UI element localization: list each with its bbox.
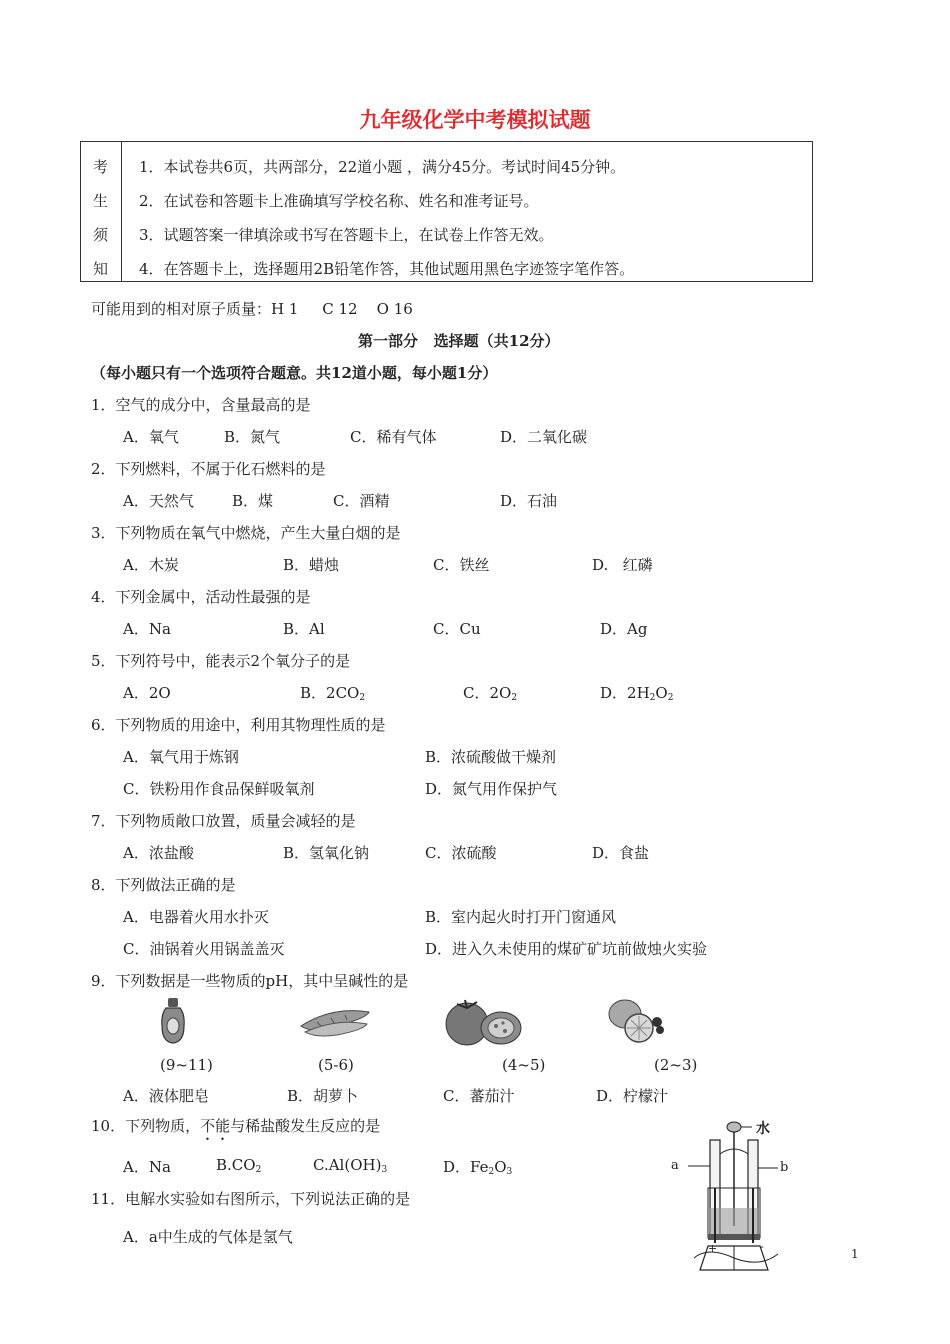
page-title: 九年级化学中考模拟试题 [359, 107, 591, 132]
diagram-label-plus: + [708, 1242, 718, 1255]
notice-side-char: 知 [93, 260, 109, 278]
diagram-label-minus: - [760, 1240, 764, 1253]
q4-option-b: B．Al [283, 620, 325, 638]
question-9-stem: 9．下列数据是一些物质的pH，其中呈碱性的是 [91, 972, 409, 990]
diagram-label-b: b [780, 1160, 789, 1175]
q6-option-c: C．铁粉用作食品保鲜吸氧剂 [123, 780, 315, 798]
q1-option-c: C．稀有气体 [350, 428, 437, 446]
notice-side-char: 生 [93, 192, 109, 210]
q7-option-b: B．氢氧化钠 [283, 844, 370, 862]
diagram-label-a: a [671, 1158, 679, 1173]
q4-option-c: C．Cu [433, 620, 481, 638]
q10-option-b: $B.CO_2$ [216, 1156, 262, 1175]
q3-option-b: B．蜡烛 [283, 556, 340, 574]
question-7-stem: 7．下列物质敞口放置，质量会减轻的是 [91, 812, 356, 830]
notice-line: 4．在答题卡上，选择题用2B铅笔作答，其他试题用黑色字迹签字笔作答。 [139, 260, 635, 278]
q9-option-c: C．蕃茄汁 [443, 1087, 515, 1105]
question-2-stem: 2．下列燃料，不属于化石燃料的是 [91, 460, 326, 478]
question-5-stem: 5．下列符号中，能表示2个氧分子的是 [91, 652, 351, 670]
q11-option-a: A．a中生成的气体是氢气 [123, 1228, 293, 1246]
q6-option-a: A．氧气用于炼钢 [123, 748, 239, 766]
carrot-image [297, 1004, 372, 1038]
tomato-image [443, 998, 525, 1048]
section-title: 第一部分 选择题（共12分） [358, 332, 560, 350]
q2-option-b: B．煤 [232, 492, 274, 510]
q1-option-b: B．氮气 [224, 428, 281, 446]
q5-option-b: B．$2CO_2$ [300, 684, 366, 703]
notice-line: 1．本试卷共6页，共两部分，22道小题 ，满分45分。考试时间45分钟。 [139, 158, 626, 176]
q3-option-c: C．铁丝 [433, 556, 490, 574]
question-3-stem: 3．下列物质在氧气中燃烧，产生大量白烟的是 [91, 524, 401, 542]
question-6-stem: 6．下列物质的用途中，利用其物理性质的是 [91, 716, 386, 734]
question-4-stem: 4．下列金属中，活动性最强的是 [91, 588, 311, 606]
lemon-image [605, 996, 667, 1044]
q9-option-d: D．柠檬汁 [596, 1087, 669, 1105]
q8-option-b: B．室内起火时打开门窗通风 [425, 908, 617, 926]
notice-line: 3．试题答案一律填涂或书写在答题卡上，在试卷上作答无效。 [139, 226, 554, 244]
q9-ph-tomato: (4~5) [502, 1056, 546, 1074]
q3-option-d: D. 红磷 [592, 556, 653, 574]
atomic-mass-line: 可能用到的相对原子质量：H 1 C 12 O 16 [91, 300, 413, 318]
q7-option-c: C．浓硫酸 [425, 844, 497, 862]
q5-option-c: C．$2O_2$ [463, 684, 518, 703]
q2-option-c: C．酒精 [333, 492, 390, 510]
q5-option-a: A．2O [123, 684, 171, 702]
q8-option-d: D．进入久未使用的煤矿矿坑前做烛火实验 [425, 940, 708, 958]
liquid-soap-image [158, 996, 188, 1046]
q3-option-a: A．木炭 [123, 556, 179, 574]
q7-option-d: D．食盐 [592, 844, 650, 862]
q1-option-a: A．氧气 [123, 428, 179, 446]
notice-side-label [81, 142, 122, 281]
notice-side-char: 考 [93, 158, 109, 176]
question-8-stem: 8．下列做法正确的是 [91, 876, 236, 894]
q4-option-a: A．Na [123, 620, 171, 638]
q2-option-a: A．天然气 [123, 492, 194, 510]
q9-ph-lemon: (2~3) [654, 1056, 698, 1074]
notice-box [80, 141, 813, 282]
q4-option-d: D．Ag [600, 620, 648, 638]
q7-option-a: A．浓盐酸 [123, 844, 194, 862]
page-number: 1 [851, 1247, 859, 1261]
q9-option-b: B．胡萝卜 [287, 1087, 359, 1105]
diagram-label-water: 水 [756, 1121, 770, 1137]
q8-option-c: C．油锅着火用锅盖盖灭 [123, 940, 285, 958]
q10-option-d: D．$Fe_2O_3$ [443, 1158, 513, 1177]
question-11-stem: 11．电解水实验如右图所示，下列说法正确的是 [91, 1190, 411, 1208]
section-note: （每小题只有一个选项符合题意。共12道小题，每小题1分） [91, 364, 498, 382]
notice-side-char: 须 [93, 226, 109, 244]
q9-ph-soap: (9~11) [160, 1056, 213, 1074]
q6-option-b: B．浓硫酸做干燥剂 [425, 748, 557, 766]
q1-option-d: D．二氧化碳 [500, 428, 588, 446]
q2-option-d: D．石油 [500, 492, 558, 510]
q10-option-c: $C.Al(OH)_3$ [313, 1156, 388, 1175]
q8-option-a: A．电器着火用水扑灭 [123, 908, 269, 926]
question-1-stem: 1．空气的成分中，含量最高的是 [91, 396, 311, 414]
q10-option-a: A．Na [123, 1158, 171, 1176]
q5-option-d: D．$2H_2O_2$ [600, 684, 674, 703]
q6-option-d: D．氮气用作保护气 [425, 780, 558, 798]
electrolysis-diagram [668, 1118, 798, 1272]
q9-ph-carrot: (5-6) [318, 1056, 354, 1074]
notice-line: 2．在试卷和答题卡上准确填写学校名称、姓名和准考证号。 [139, 192, 539, 210]
q9-option-a: A．液体肥皂 [123, 1087, 209, 1105]
question-10-stem: 10．下列物质，不能与稀盐酸发生反应的是 [91, 1117, 381, 1135]
